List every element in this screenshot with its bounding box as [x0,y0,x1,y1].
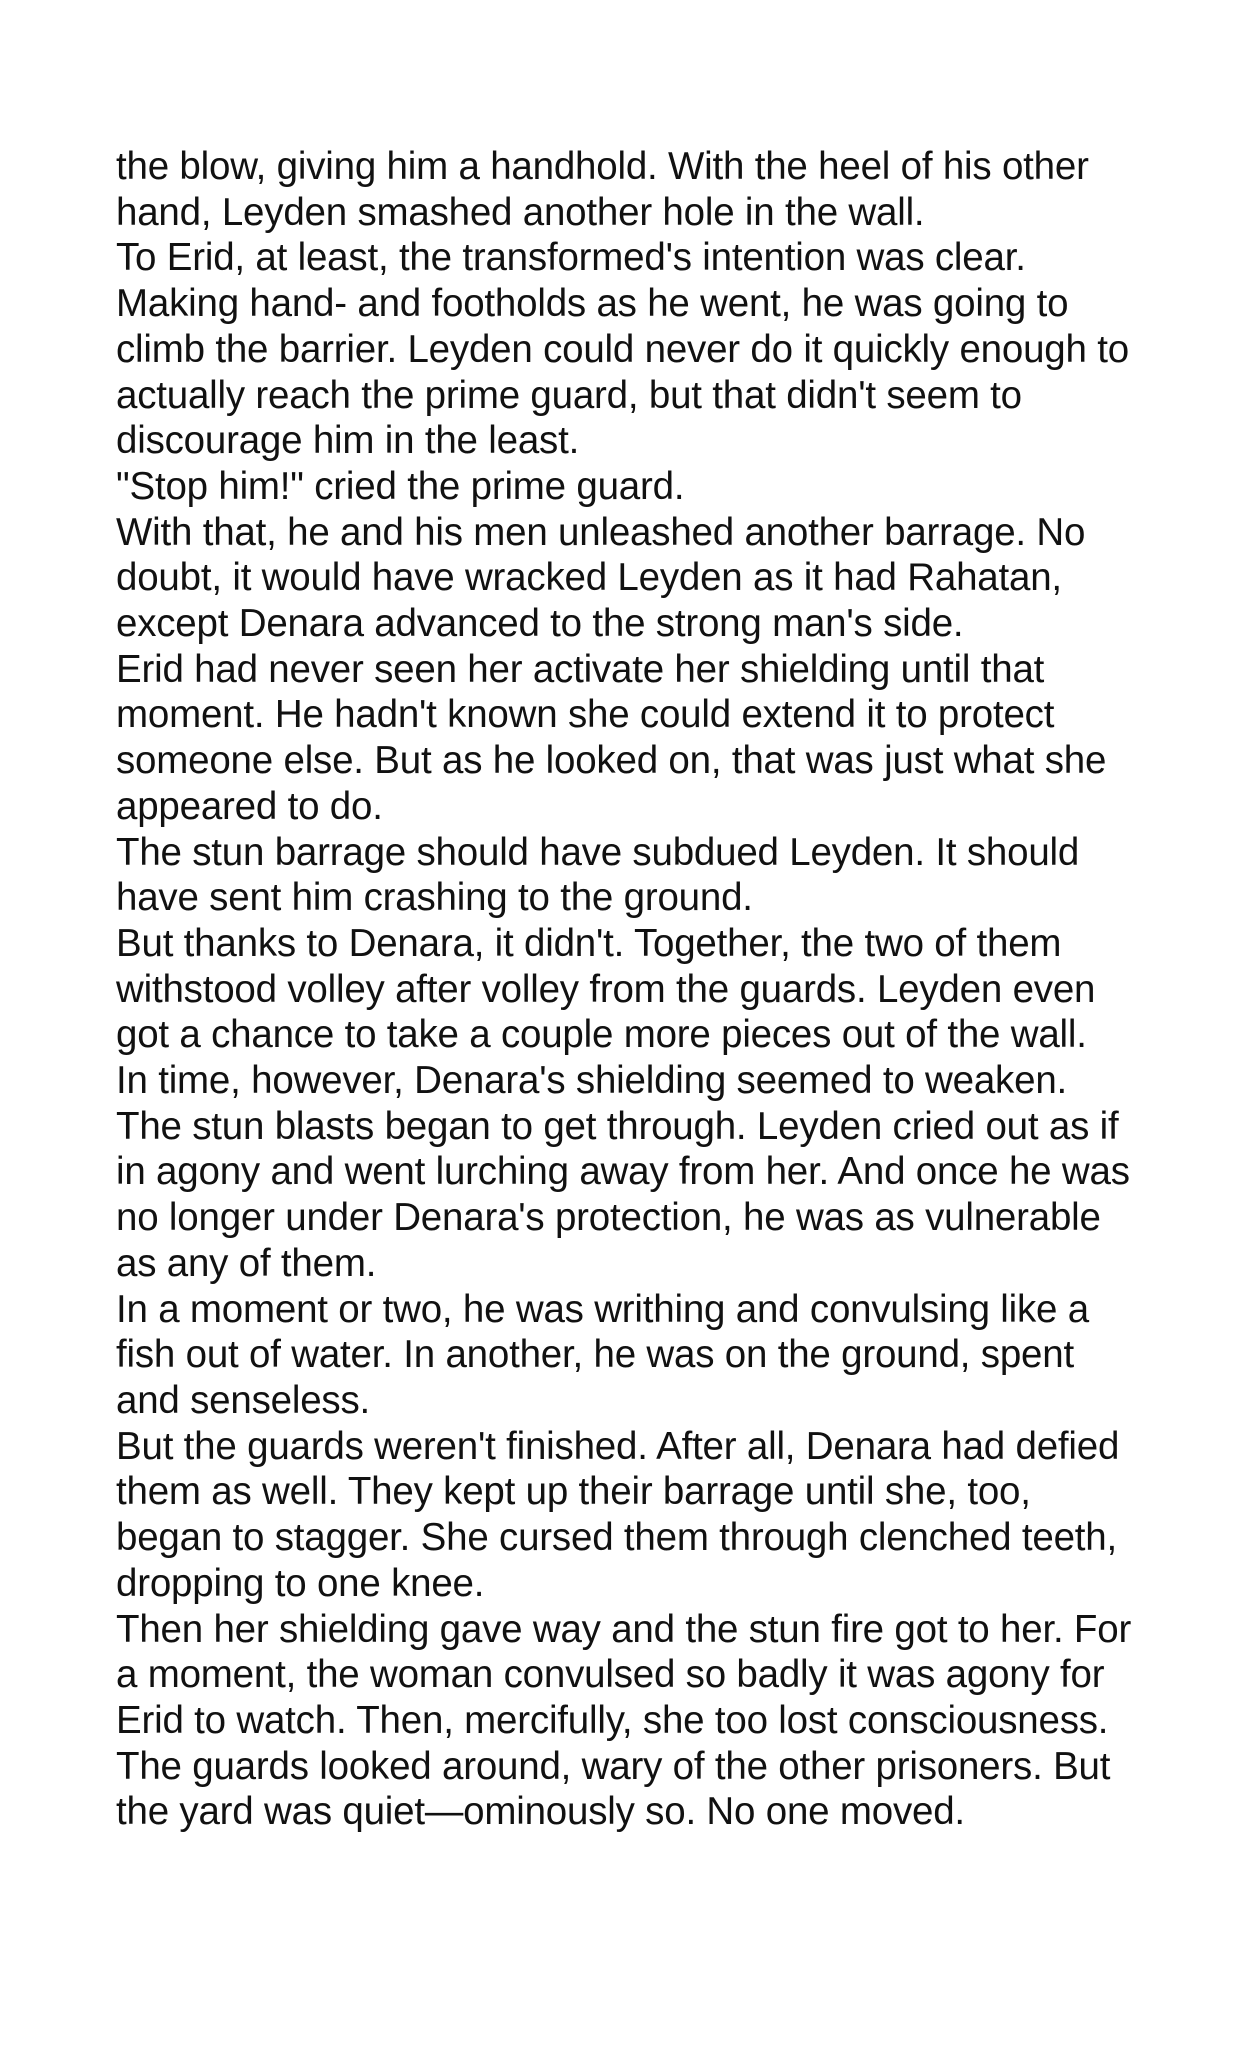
paragraph: Then her shielding gave way and the stun fire got to her. For a moment, the woman convulsed so badly it was agony for Erid to watch. Then, mercifully, she too lost consciousness. [116,1607,1132,1742]
page-text [116,144,1136,1835]
paragraph: With that, he and his men unleashed another barrage. No doubt, it would have wracked Leyden as it had Rahatan, except Denara advanced to the strong man's side. [116,510,1086,646]
paragraph: Erid had never seen her activate her shielding until that moment. He hadn't known she could extend it to protect someone else. But as he looked on, that was just what she appeared to do. [116,647,1107,828]
paragraph: In a moment or two, he was writhing and convulsing like a fish out of water. In another, he was on the ground, spent and senseless. [116,1287,1089,1422]
paragraph: In time, however, Denara's shielding seemed to weaken. The stun blasts began to get through. Leyden cried out as if in agony and went lurching away from her. And once he was no longer under Denara's protection, he was as vulnerable as any of them. [116,1059,1130,1285]
paragraph: The guards looked around, wary of the other prisoners. But the yard was quiet—ominously so. No one moved. [116,1744,1111,1834]
paragraph: the blow, giving him a handhold. With the heel of his other hand, Leyden smashed another hole in the wall. [116,145,1089,234]
paragraph: But the guards weren't finished. After all, Denara had defied them as well. They kept up their barrage until she, too, began to stagger. She cursed them through clenched teeth, dropping to one knee. [116,1424,1120,1605]
paragraph: But thanks to Denara, it didn't. Together, the two of them withstood volley after volley from the guards. Leyden even got a chance to take a couple more pieces out of the wall. [116,921,1096,1057]
paragraph: "Stop him!" cried the prime guard. [116,464,685,508]
paragraph: To Erid, at least, the transformed's intention was clear. Making hand- and footholds as he went, he was going to climb the barrier. Leyden could never do it quickly enough to actually reach the prime guard, but that didn't seem to discourage him in the least. [116,236,1129,463]
paragraph: The stun barrage should have subdued Leyden. It should have sent him crashing to the ground. [116,830,1080,920]
